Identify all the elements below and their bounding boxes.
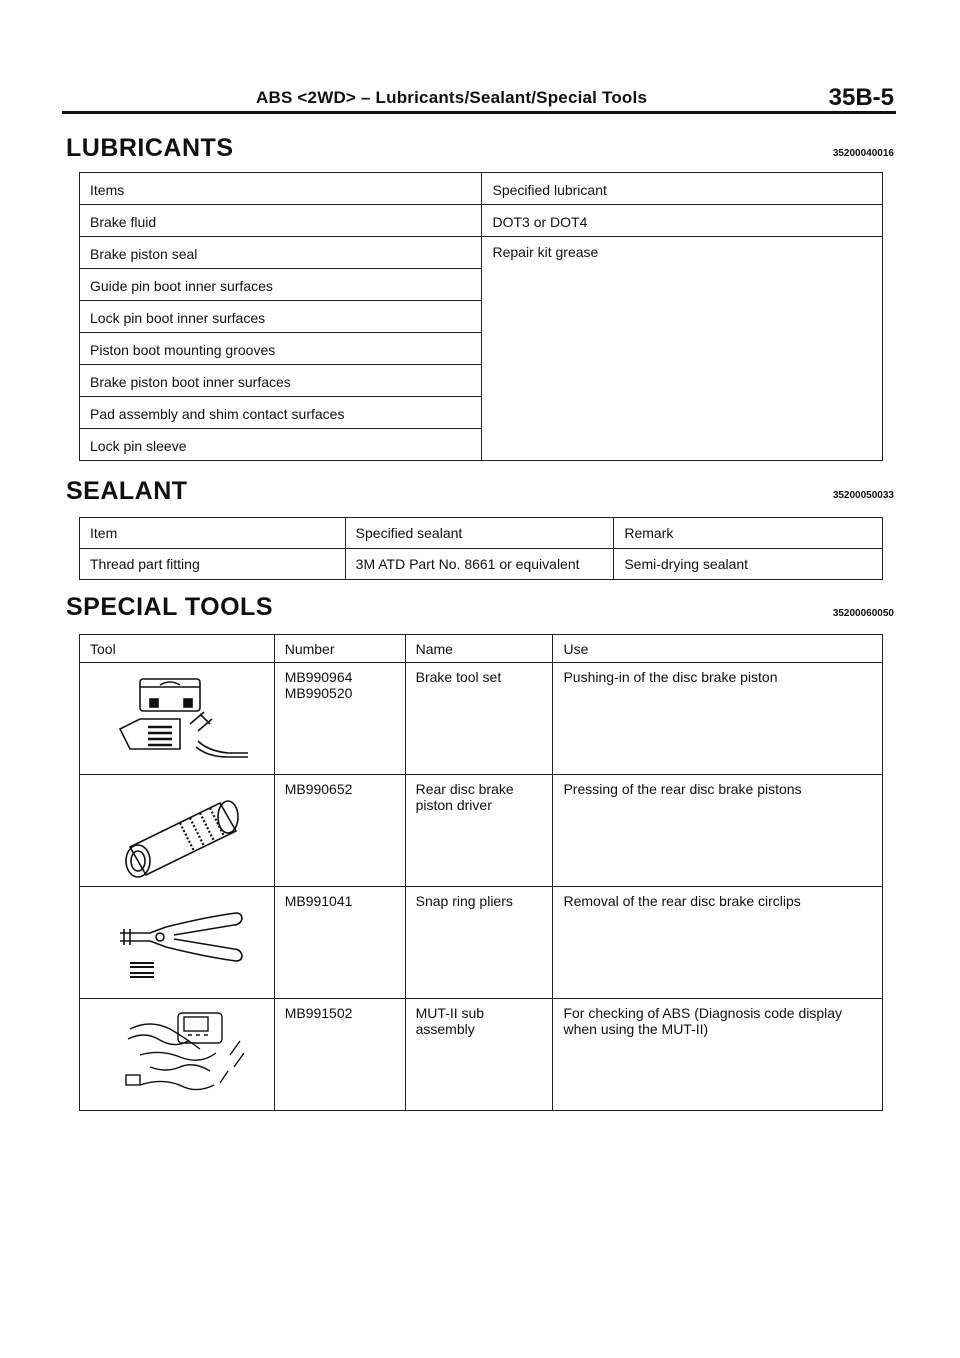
lubricants-title: LUBRICANTS xyxy=(66,134,234,162)
sealant-table xyxy=(79,517,883,580)
lubricant-spec: Repair kit grease xyxy=(482,237,883,461)
tool-image-cell xyxy=(80,663,275,775)
header-cell-number: Number xyxy=(274,635,405,663)
table-header-row xyxy=(80,518,883,549)
tool-number: MB990652 xyxy=(284,781,353,797)
table-header-row xyxy=(80,635,883,663)
header-cell-items: Items xyxy=(80,173,482,205)
lubricant-item: Brake piston seal xyxy=(80,237,482,269)
table-row xyxy=(80,663,883,775)
header-cell-remark: Remark xyxy=(614,518,883,549)
table-row xyxy=(80,887,883,999)
tool-name: Rear disc brake piston driver xyxy=(405,775,553,887)
sealant-code: 35200050033 xyxy=(832,490,894,501)
tool-use: For checking of ABS (Diagnosis code display when using the MUT-II) xyxy=(553,999,883,1111)
table-row xyxy=(80,549,883,580)
special-tools-title: SPECIAL TOOLS xyxy=(66,593,274,621)
lubricant-item: Brake piston boot inner surfaces xyxy=(80,365,482,397)
header-title: ABS <2WD> – Lubricants/Sealant/Special Tools xyxy=(256,88,648,107)
table-row xyxy=(80,999,883,1111)
tool-number: MB990520 xyxy=(284,685,353,701)
tool-number-cell xyxy=(274,663,405,775)
tool-number: MB991041 xyxy=(284,893,353,909)
lubricant-spec: DOT3 or DOT4 xyxy=(482,205,883,237)
tool-name: Snap ring pliers xyxy=(405,887,553,999)
header-cell-sealant: Specified sealant xyxy=(345,518,614,549)
tool-number-cell xyxy=(274,887,405,999)
snap-ring-pliers-icon xyxy=(100,893,260,993)
table-header-row xyxy=(80,173,883,205)
piston-driver-icon xyxy=(100,781,260,881)
tool-number: MB991502 xyxy=(284,1005,353,1021)
special-tools-table xyxy=(79,634,883,1111)
tool-use: Removal of the rear disc brake circlips xyxy=(553,887,883,999)
page-header xyxy=(62,84,896,114)
special-tools-code: 35200060050 xyxy=(832,608,894,619)
sealant-item: Thread part fitting xyxy=(80,549,346,580)
mut-ii-sub-assembly-icon xyxy=(100,1005,260,1105)
lubricant-item: Lock pin sleeve xyxy=(80,429,482,461)
lubricant-item: Lock pin boot inner surfaces xyxy=(80,301,482,333)
tool-image-cell xyxy=(80,775,275,887)
tool-name: MUT-II sub assembly xyxy=(405,999,553,1111)
header-cell-use: Use xyxy=(553,635,883,663)
table-row xyxy=(80,205,883,237)
tool-number: MB990964 xyxy=(284,669,353,685)
header-cell-item: Item xyxy=(80,518,346,549)
tool-number-cell xyxy=(274,999,405,1111)
tool-image-cell xyxy=(80,887,275,999)
tool-use: Pushing-in of the disc brake piston xyxy=(553,663,883,775)
tool-number-cell xyxy=(274,775,405,887)
tool-use: Pressing of the rear disc brake pistons xyxy=(553,775,883,887)
brake-tool-set-icon xyxy=(100,669,260,769)
header-cell-name: Name xyxy=(405,635,553,663)
header-cell-lubricant: Specified lubricant xyxy=(482,173,883,205)
sealant-spec: 3M ATD Part No. 8661 or equivalent xyxy=(345,549,614,580)
tool-name: Brake tool set xyxy=(405,663,553,775)
lubricant-item: Piston boot mounting grooves xyxy=(80,333,482,365)
page-number: 35B-5 xyxy=(828,84,894,111)
sealant-title: SEALANT xyxy=(66,477,188,505)
lubricant-item: Pad assembly and shim contact surfaces xyxy=(80,397,482,429)
lubricants-code: 35200040016 xyxy=(832,148,894,159)
table-row xyxy=(80,237,883,269)
header-cell-tool: Tool xyxy=(80,635,275,663)
lubricants-table xyxy=(79,172,883,461)
tool-image-cell xyxy=(80,999,275,1111)
lubricant-item: Guide pin boot inner surfaces xyxy=(80,269,482,301)
table-row xyxy=(80,775,883,887)
lubricant-item: Brake fluid xyxy=(80,205,482,237)
sealant-remark: Semi-drying sealant xyxy=(614,549,883,580)
